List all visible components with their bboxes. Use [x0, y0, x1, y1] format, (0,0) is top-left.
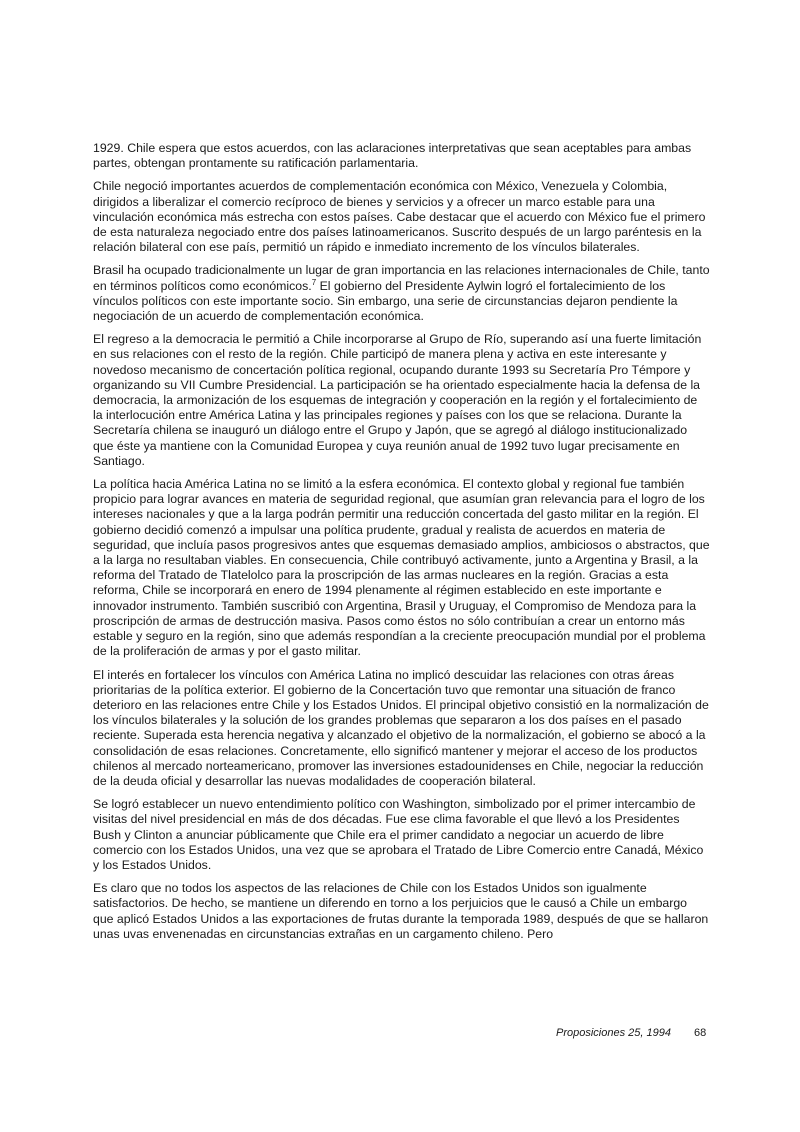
footnote-marker: 7	[311, 277, 317, 287]
paragraph-4: El regreso a la democracia le permitió a Chile incorporarse al Grupo de Río, superando así una fuerte limitación en sus relaciones con el resto de la región. Chile participó de manera plena y activa en este interesante y novedoso mecanismo de concertación política regional, ocupando durante 1993 su Secretaría Pro Témpore y organizando su VII Cumbre Presidencial. La participación se ha orientado especialmente hacia la defensa de la democracia, la armonización de los esquemas de integración y cooperación en la región y el fortalecimiento de la interlocución entre América Latina y las principales regiones y países con los que se relaciona. Durante la Secretaría chilena se inauguró un diálogo entre el Grupo y Japón, que se agregó al diálogo institucionalizado que éste ya mantiene con la Comunidad Europea y cuya reunión anual de 1992 tuvo lugar precisamente en Santiago.	[93, 332, 702, 468]
paragraph-2: Chile negoció importantes acuerdos de complementación económica con México, Venezuela y Colombia, dirigidos a liberalizar el comercio recíproco de bienes y servicios y a ofrecer un marco estable para una vinculación económica más estrecha con estos países. Cabe destacar que el acuerdo con México fue el primero de esta naturaleza negociado entre dos países latinoamericanos. Suscrito después de un largo paréntesis en la relación bilateral con ese país, permitió un rápido e inmediato incremento de los vínculos bilaterales.	[93, 179, 706, 255]
page-number: 68	[694, 1027, 707, 1039]
paragraph-1: 1929. Chile espera que estos acuerdos, con las aclaraciones interpretativas que sean aceptables para ambas partes, obtengan prontamente su ratificación parlamentaria.	[93, 141, 692, 171]
body-text	[93, 141, 710, 950]
paragraph-7: Se logró establecer un nuevo entendimiento político con Washington, simbolizado por el primer intercambio de visitas del nivel presidencial en más de dos décadas. Fue ese clima favorable el que llevó a los Presidentes Bush y Clinton a anunciar públicamente que Chile era el primer candidato a negociar un acuerdo de libre comercio con los Estados Unidos, una vez que se aprobara el Tratado de Libre Comercio entre Canadá, México y los Estados Unidos.	[93, 797, 704, 872]
paragraph-6: El interés en fortalecer los vínculos con América Latina no implicó descuidar las relaciones con otras áreas prioritarias de la política exterior. El gobierno de la Concertación tuvo que remontar una situación de franco deterioro en las relaciones entre Chile y los Estados Unidos. El principal objetivo consistió en la normalización de los vínculos bilaterales y la solución de los grandes problemas que separaron a los dos países en el pasado reciente. Superada esta herencia negativa y alcanzado el objetivo de la normalización, el gobierno se abocó a la consolidación de esas relaciones. Concretamente, ello significó mantener y mejorar el acceso de los productos chilenos al mercado norteamericano, promover las inversiones estadounidenses en Chile, negociar la reducción de la deuda oficial y desarrollar las nuevas modalidades de cooperación bilateral.	[93, 667, 709, 788]
paragraph-3-text-before: Brasil ha ocupado tradicionalmente un lugar de gran importancia en las relaciones internacionales de Chile, tanto en términos políticos como económicos.	[93, 263, 710, 293]
paragraph-3	[93, 263, 710, 324]
paragraph-3-text-after: El gobierno del Presidente Aylwin logró el fortalecimiento de los vínculos políticos con este importante socio. Sin embargo, una serie de circunstancias dejaron pendiente la negociación de un acuerdo de complementación económica.	[93, 278, 678, 324]
paragraph-5: La política hacia América Latina no se limitó a la esfera económica. El contexto global y regional fue también propicio para lograr avances en materia de seguridad regional, que asumían gran relevancia para el logro de los intereses nacionales y que a la larga podrán permitir una reducción concertada del gasto militar en la región. El gobierno decidió comenzó a impulsar una política prudente, gradual y realista de acuerdos en materia de seguridad, que incluía pasos progresivos antes que esquemas demasiado amplios, ambiciosos o abstractos, que a la larga no resultaban viables. En consecuencia, Chile contribuyó activamente, junto a Argentina y Brasil, a la reforma del Tratado de Tlatelolco para la proscripción de las armas nucleares en la región. Gracias a esta reforma, Chile se incorporará en enero de 1994 plenamente al régimen establecido en este importante e innovador instrumento. También suscribió con Argentina, Brasil y Uruguay, el Compromiso de Mendoza para la proscripción de armas de destrucción masiva. Pasos como éstos no sólo contribuían a crear un entorno más estable y seguro en la región, sino que además respondían a la creciente preocupación mundial por el problema de la proliferación de armas y por el gasto militar.	[93, 477, 710, 659]
paragraph-8: Es claro que no todos los aspectos de las relaciones de Chile con los Estados Unidos son igualmente satisfactorios. De hecho, se mantiene un diferendo en torno a los perjuicios que le causó a Chile un embargo que aplicó Estados Unidos a las exportaciones de frutas durante la temporada 1989, después de que se hallaron unas uvas envenenadas en circunstancias extrañas en un cargamento chileno. Pero	[93, 881, 709, 941]
journal-citation: Proposiciones 25, 1994	[556, 1027, 671, 1039]
